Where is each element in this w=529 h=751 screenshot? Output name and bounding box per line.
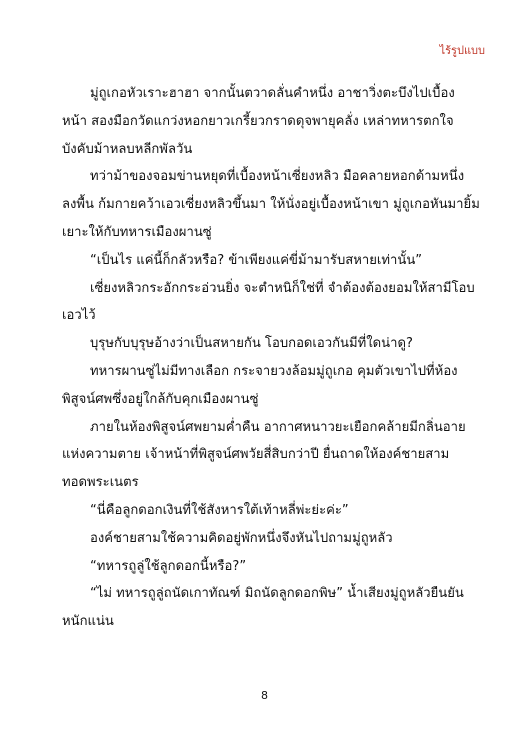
running-header: ไร้รูปแบบ <box>439 44 485 57</box>
paragraph: ทว่าม้าของจอมข่านหยุดที่เบื้องหน้าเซี่ยงหลิว มือคลายหอกด้ามหนึ่ง ลงพื้น ก้มกายคว้าเอวเซี่ยงหลิวขึ้นมา ให้นั่งอยู่เบื้องหน้าเขา มู่ถูเกอหันมายิ้ม เยาะให้กับทหารเมืองผานซู่ <box>62 169 480 240</box>
paragraph: “เป็นไร แค่นี้ก็กลัวหรือ? ข้าเพียงแค่ขี่ม้ามารับสหายเท่านั้น” <box>90 252 423 268</box>
paragraph: บุรุษกับบุรุษอ้างว่าเป็นสหายกัน โอบกอดเอวกันมีที่ใดน่าดู? <box>90 336 413 352</box>
paragraph: ทหารผานซู่ไม่มีทางเลือก กระจายวงล้อมมู่ถูเกอ คุมตัวเขาไปที่ห้อง พิสูจน์ศพซึ่งอยู่ใกล้กับคุกเมืองผานซู่ <box>62 363 458 407</box>
paragraph: “ทหารถูลู่ใช้ลูกดอกนี้หรือ?” <box>90 558 247 574</box>
page-number: 8 <box>261 689 268 702</box>
paragraph: มู่ถูเกอหัวเราะฮาฮา จากนั้นตวาดลั่นคำหนึ่ง อาชาวิ่งตะบึงไปเบื้อง หน้า สองมือกวัดแกว่งหอกยาวเกรี้ยวกราดดุจพายุคลั่ง เหล่าทหารตกใจ บังคับม้าหลบหลีกพัลวัน <box>62 86 455 157</box>
paragraph: ภายในห้องพิสูจน์ศพยามค่ำคืน อากาศหนาวยะเยือกคล้ายมีกลิ่นอาย แห่งความตาย เจ้าหน้าที่พิสูจน์ศพวัยสี่สิบกว่าปี ยื่นถาดให้องค์ชายสาม ทอดพระเนตร <box>62 419 466 491</box>
paragraph: เซี่ยงหลิวกระอักกระอ่วนยิ่ง จะตำหนิก็ใช่ที่ จำต้องต้องยอมให้สามีโอบ เอวไว้ <box>62 280 475 324</box>
paragraph: “ไม่ ทหารถูลู่ถนัดเกาทัณฑ์ มิถนัดลูกดอกพิษ” น้ำเสียงมู่ถูหลัวยืนยัน หนักแน่น <box>62 586 464 630</box>
body-text <box>62 80 486 636</box>
paragraph: องค์ชายสามใช้ความคิดอยู่พักหนึ่งจึงหันไปถามมู่ถูหลัว <box>90 530 393 546</box>
paragraph: “นี่คือลูกดอกเงินที่ใช้สังหารใต้เท้าหลี่พ่ะย่ะค่ะ” <box>90 502 349 518</box>
